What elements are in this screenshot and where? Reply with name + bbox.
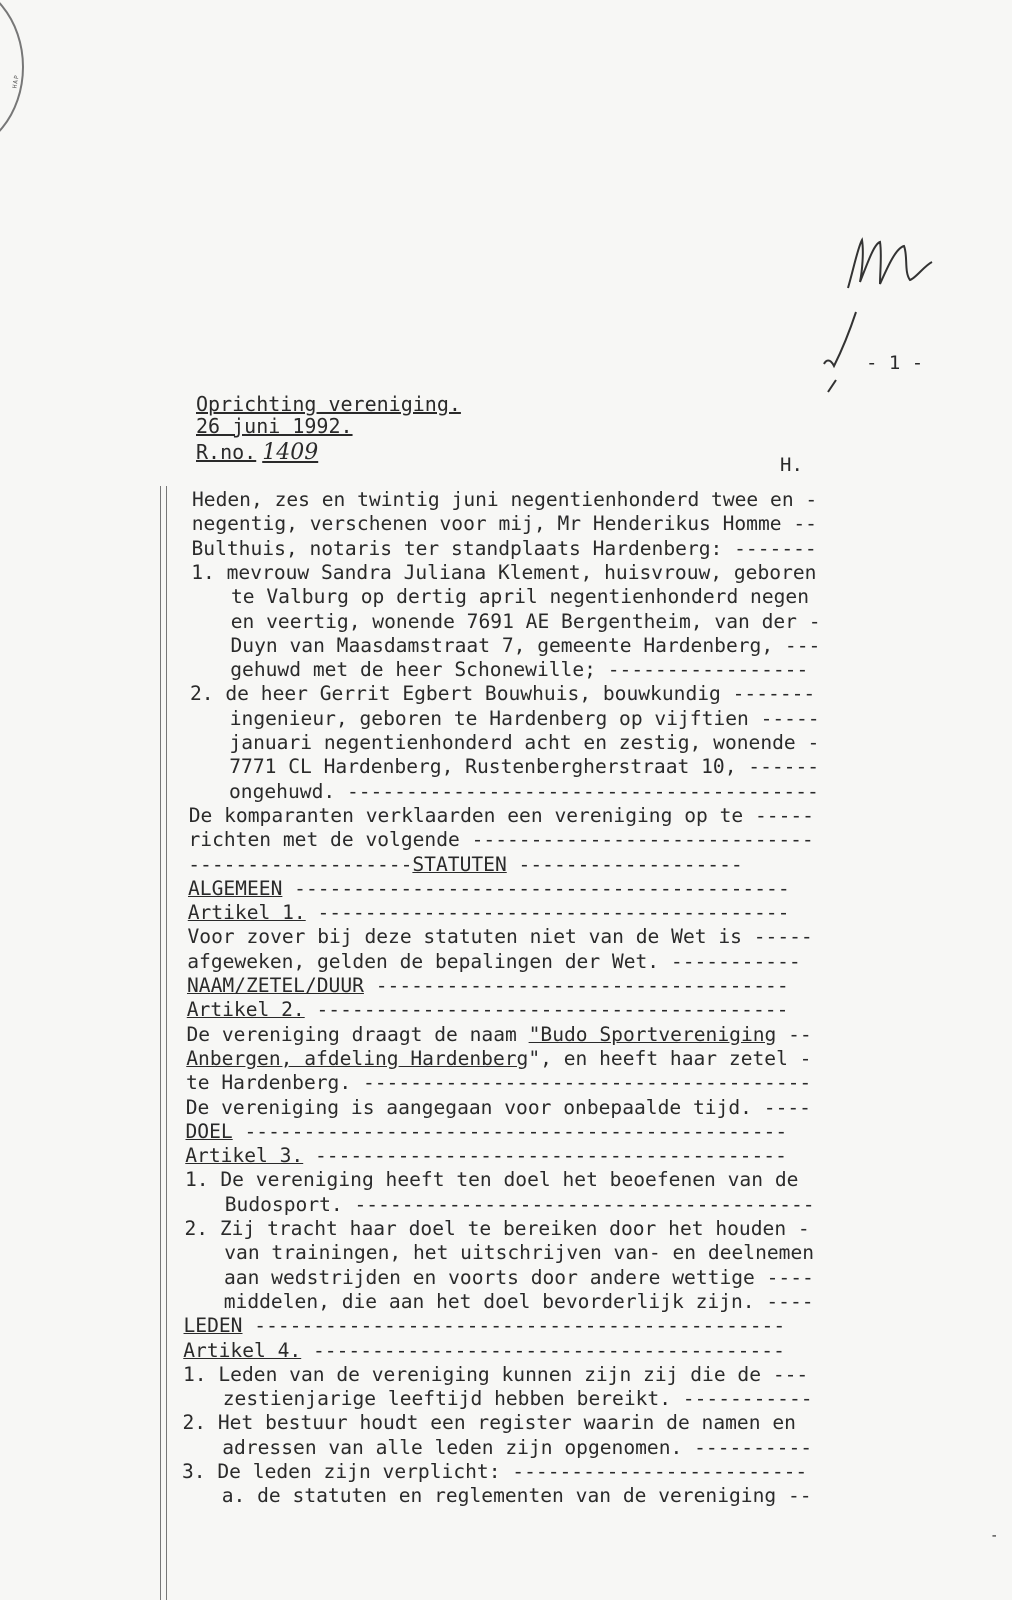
line-text: 2. Zij tracht haar doel te bereiken door het houden - [184, 1217, 810, 1240]
body-line [185, 1219, 810, 1239]
line-text: januari negentienhonderd acht en zestig, wonende - [229, 731, 820, 754]
body-line [231, 587, 809, 607]
line-text: te Hardenberg. -------------------------------------- [186, 1071, 812, 1095]
body-line [230, 609, 821, 633]
registry-number [196, 440, 318, 465]
underlined-text: ALGEMEEN [188, 876, 283, 900]
rno-label: R.no. [196, 440, 257, 464]
line-text: ---------------------------------------------- [232, 1119, 788, 1143]
line-text: ---------------------------------------- [304, 998, 789, 1022]
line-text: a. de statuten en reglementen van de vereniging -- [221, 1484, 812, 1508]
line-text: ", en heeft haar zetel - [528, 1046, 812, 1070]
body-line [230, 633, 821, 657]
line-text: gehuwd met de heer Schonewille; ----------------- [230, 658, 809, 682]
section-mark: H. [780, 454, 803, 476]
body-line [222, 1486, 812, 1506]
line-text: Duyn van Maasdamstraat 7, gemeente Hardenberg, --- [230, 633, 821, 657]
document-title: Oprichting vereniging. [196, 392, 461, 416]
line-text: De vereniging draagt de naam [186, 1022, 529, 1046]
corner-mark: - [990, 1528, 999, 1544]
body-line [187, 1000, 789, 1020]
body-line [186, 1073, 811, 1093]
line-text: 1. Leden van de vereniging kunnen zijn zij die de --- [183, 1362, 809, 1386]
body-line [230, 733, 820, 753]
line-text: ingenieur, geboren te Hardenberg op vijftien ----- [229, 706, 820, 730]
line-text: 3. De leden zijn verplicht: ------------------------- [182, 1460, 808, 1483]
page-number: - 1 - [866, 352, 924, 374]
body-line [192, 514, 817, 534]
notary-seal-stamp [0, 0, 24, 154]
line-text: 2. de heer Gerrit Egbert Bouwhuis, bouwkundig ------- [190, 682, 816, 706]
body-line [229, 706, 820, 730]
line-text: 1. mevrouw Sandra Juliana Klement, huisvrouw, geboren [191, 560, 817, 584]
body-line [191, 536, 817, 560]
line-text: van trainingen, het uitschrijven van- en deelnemen [224, 1241, 815, 1265]
body-line [187, 949, 801, 973]
underlined-text: "Budo Sportvereniging [528, 1022, 777, 1046]
underlined-text: LEDEN [183, 1314, 243, 1338]
line-text: 2. Het bestuur houdt een register waarin de namen en [182, 1411, 796, 1435]
margin-line-outer [160, 486, 161, 1600]
body-line [182, 1462, 807, 1482]
body-line [224, 1243, 814, 1263]
line-text: ---------------------------------------- [301, 1338, 785, 1362]
line-text: De komparanten verklaarden een vereniging op te ----- [188, 803, 814, 827]
margin-line-inner [166, 486, 167, 1600]
line-text: --------------------------------------------- [242, 1314, 786, 1338]
body-line [188, 903, 790, 923]
body-line [185, 1170, 798, 1190]
line-text: Bulthuis, notaris ter standplaats Hardenberg: ------- [191, 536, 817, 560]
body-line [186, 1022, 812, 1046]
line-text: Budosport. --------------------------------------- [224, 1192, 815, 1216]
body-line [188, 876, 790, 900]
line-text: Voor zover bij deze statuten niet van de Wet is ----- [187, 925, 813, 949]
body-line [229, 757, 819, 777]
body-line [183, 1338, 785, 1362]
line-text: adressen van alle leden zijn opgenomen. ---------- [222, 1435, 813, 1459]
line-text: ongehuwd. ---------------------------------------- [229, 779, 819, 803]
line-text: negentig, verschenen voor mij, Mr Henderikus Homme -- [191, 512, 817, 536]
line-text: ------------------- [506, 852, 743, 876]
line-text: De vereniging is aangegaan voor onbepaalde tijd. ---- [185, 1095, 811, 1119]
underlined-text: STATUTEN [412, 852, 507, 876]
body-line [188, 927, 813, 947]
underlined-text: DOEL [185, 1119, 233, 1143]
body-line [192, 490, 817, 510]
rno-handwritten: 1409 [262, 440, 319, 465]
line-text: ---------------------------------------- [303, 1144, 787, 1168]
body-line [185, 1119, 788, 1143]
line-text: te Valburg op dertig april negentienhonderd negen [231, 585, 810, 609]
body-line [230, 660, 808, 680]
body-line [188, 803, 814, 827]
underlined-text: NAAM/ZETEL/DUUR [187, 974, 364, 997]
line-text: ---------------------------------------- [305, 901, 790, 925]
handwritten-stroke [820, 310, 860, 410]
line-text: 7771 CL Hardenberg, Rustenbergherstraat 10, ------ [229, 755, 820, 779]
underlined-text: Artikel 3. [185, 1144, 304, 1168]
line-text: aan wedstrijden en voorts door andere wettige ---- [224, 1265, 814, 1289]
seal-text: HAP [11, 74, 21, 89]
underlined-text: Artikel 4. [183, 1338, 302, 1362]
body-line [224, 1192, 815, 1216]
body-line [229, 779, 819, 803]
body-line [223, 1389, 813, 1409]
line-text: ------------------------------------------ [282, 876, 790, 900]
line-text: richten met de volgende ----------------------------- [188, 828, 814, 852]
line-text: zestienjarige leeftijd hebben bereikt. ----------- [222, 1387, 813, 1411]
body-line [186, 1046, 812, 1070]
body-line [187, 976, 789, 996]
body-line [191, 560, 817, 584]
underlined-text: Artikel 1. [187, 901, 306, 925]
body-line [222, 1435, 813, 1459]
line-text: en veertig, wonende 7691 AE Bergentheim, van der - [230, 609, 821, 633]
body-line [189, 830, 814, 850]
body-line [190, 684, 815, 704]
body-line [223, 1289, 814, 1313]
body-line [185, 1146, 787, 1166]
line-text: middelen, die aan het doel bevorderlijk zijn. ---- [223, 1289, 814, 1313]
line-text: Heden, zes en twintig juni negentienhonderd twee en - [192, 488, 818, 511]
line-text: ------------------- [188, 852, 413, 876]
line-text: 1. De vereniging heeft ten doel het beoefenen van de [185, 1168, 799, 1192]
line-text: afgeweken, gelden de bepalingen der Wet. ----------- [187, 949, 801, 973]
handwritten-initials [840, 222, 940, 292]
body-line [188, 852, 743, 876]
body-line [185, 1095, 811, 1119]
body-line [183, 1413, 796, 1433]
body-line [224, 1265, 814, 1289]
body-line [183, 1362, 809, 1386]
underlined-text: Anbergen, afdeling Hardenberg [186, 1046, 529, 1070]
underlined-text: Artikel 2. [186, 998, 305, 1022]
body-line [184, 1316, 786, 1336]
document-date: 26 juni 1992. [196, 414, 353, 438]
line-text: -- [776, 1022, 812, 1046]
line-text: ----------------------------------- [363, 974, 789, 997]
